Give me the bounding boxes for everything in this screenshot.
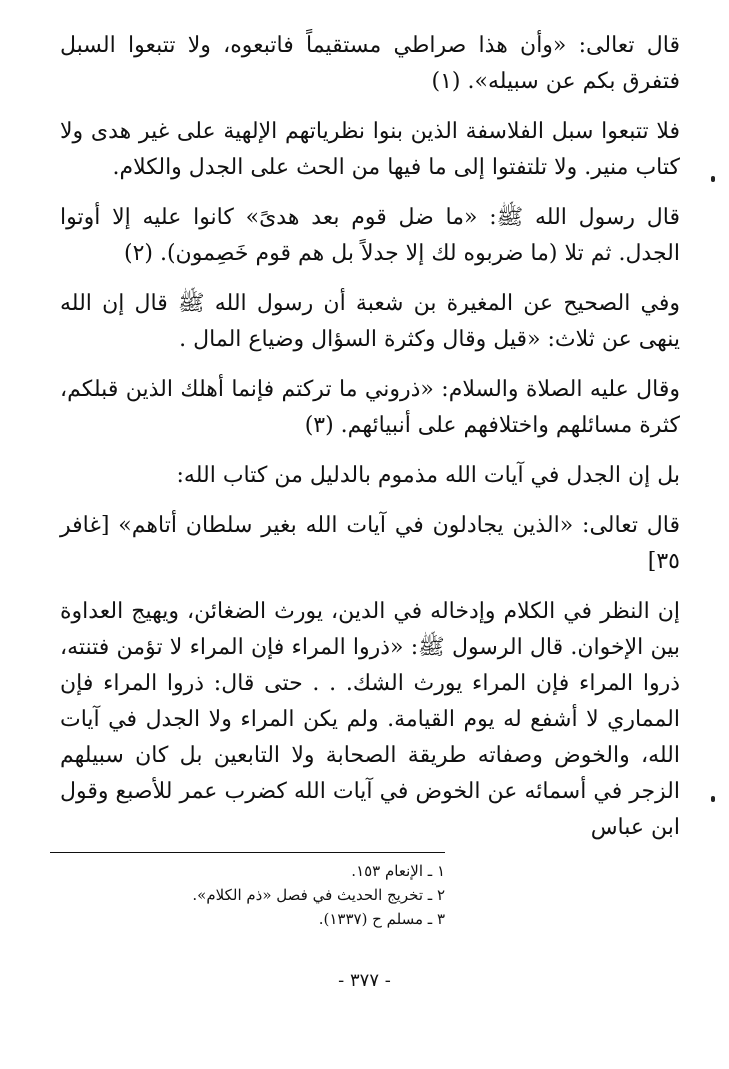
paragraph-6: بل إن الجدل في آيات الله مذموم بالدليل من كتاب الله: <box>176 463 680 488</box>
page-body <box>60 28 680 860</box>
footnote-1: ١ ـ الإنعام ١٥٣. <box>351 862 445 880</box>
footnote-2: ٢ ـ تخريج الحديث في فصل «ذم الكلام». <box>192 886 445 904</box>
paragraph-3: قال رسول الله ﷺ: «ما ضل قوم بعد هدىً» كانوا عليه إلا أوتوا الجدل. ثم تلا (ما ضربوه لك إلا جدلاً بل هم قوم خَصِمون). (٢) <box>60 205 680 266</box>
paragraph-5: وقال عليه الصلاة والسلام: «ذروني ما تركتم فإنما أهلك الذين قبلكم، كثرة مسائلهم واختلافهم على أنبيائهم. (٣) <box>60 377 680 438</box>
paragraph-1: قال تعالى: «وأن هذا صراطي مستقيماً فاتبعوه، ولا تتبعوا السبل فتفرق بكم عن سبيله». (١) <box>60 33 680 94</box>
margin-mark-dot <box>711 176 715 182</box>
footnote-3: ٣ ـ مسلم ح (١٣٣٧). <box>318 910 445 928</box>
page-number: - ٣٧٧ - <box>338 970 391 991</box>
paragraph-7: قال تعالى: «الذين يجادلون في آيات الله بغير سلطان أتاهم» [غافر ٣٥] <box>60 513 680 574</box>
paragraph-2: فلا تتبعوا سبل الفلاسفة الذين بنوا نظرياتهم الإلهية على غير هدى ولا كتاب منير. ولا تلتفتوا إلى ما فيها من الحث على الجدل والكلام. <box>60 119 680 180</box>
paragraph-8: إن النظر في الكلام وإدخاله في الدين، يورث الضغائن، ويهيج العداوة بين الإخوان. قال الرسول ﷺ: «ذروا المراء فإن المراء لا تؤمن فتنته، ذروا المراء فإن المراء يورث الشك. . . حتى قال: ذروا المراء فإن المماري لا أشفع له يوم القيامة. ولم يكن المراء ولا الجدل في آيات الله، والخوض وصفاته طريقة الصحابة ولا التابعين بل كان سبيلهم الزجر في أسمائه عن الخوض في آيات الله كضرب عمر للأصبع وقول ابن عباس <box>60 599 680 840</box>
margin-mark-dot <box>711 796 715 802</box>
paragraph-4: وفي الصحيح عن المغيرة بن شعبة أن رسول الله ﷺ قال إن الله ينهى عن ثلاث: «قيل وقال وكثرة السؤال وضياع المال . <box>60 291 680 352</box>
footnotes <box>50 852 445 931</box>
